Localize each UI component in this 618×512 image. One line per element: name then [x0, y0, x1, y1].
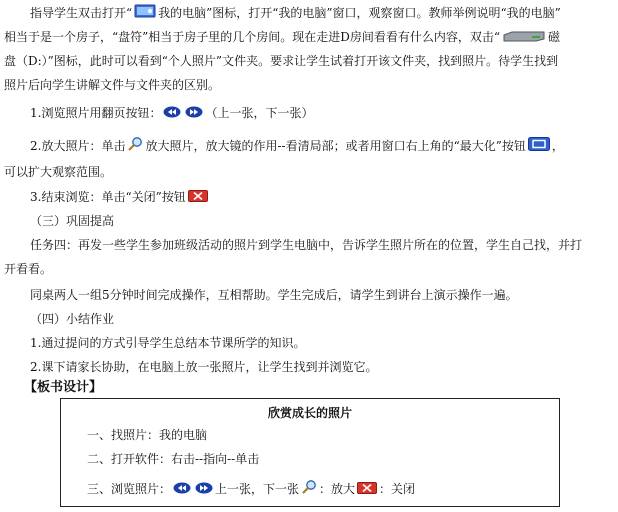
- board-design-box: [60, 398, 560, 507]
- section4-title: [30, 310, 114, 328]
- text: 1.浏览照片用翻页按钮：: [30, 106, 162, 120]
- para1-line1: [30, 4, 561, 23]
- para1-line4: [4, 76, 220, 94]
- para1-line2: [4, 28, 560, 47]
- text: 照片后向学生讲解文件与文件夹的区别。: [4, 78, 221, 92]
- pair-work: [30, 286, 518, 304]
- text: （四）小结作业: [30, 312, 115, 326]
- task-four-line2: [4, 260, 52, 278]
- text: 我的电脑”图标，打开“我的电脑”窗口，观察窗口。教师举例说明“我的电脑”: [158, 6, 561, 20]
- step-1: [30, 104, 313, 123]
- board-title: 欣赏成长的照片: [267, 406, 352, 420]
- magnifier-icon: [127, 136, 143, 157]
- board-row-1: [87, 426, 207, 444]
- next-button-icon: [185, 105, 203, 123]
- text: 任务四：再发一些学生参加班级活动的照片到学生电脑中，告诉学生照片所在的位置，学生自己找，并打: [30, 238, 583, 252]
- text: ，: [551, 139, 564, 153]
- text: ：放大: [319, 482, 356, 496]
- text: 二、打开软件：右击--指向--单击: [87, 452, 260, 466]
- task-four-line1: [30, 236, 582, 254]
- my-computer-icon: [134, 4, 156, 23]
- text: 上一张，下一张: [215, 482, 300, 496]
- text: 三、浏览照片：: [87, 482, 172, 496]
- text: 相当于是一个房子，“盘符”相当于房子里的几个房间。现在走进D房间看看有什么内容，双击“: [4, 30, 501, 44]
- text: 指导学生双击打开“: [30, 6, 133, 20]
- previous-button-icon: [173, 481, 191, 499]
- text: 可以扩大观察范围。: [4, 165, 113, 179]
- section3-title: [30, 212, 114, 230]
- text: 盘（D:）”图标，此时可以看到“个人照片”文件夹。要求让学生试着打开该文件夹，找到照片。待学生找到: [4, 54, 559, 68]
- board-design-heading: 【板书设计】: [24, 380, 103, 395]
- text: 开看看。: [4, 262, 53, 276]
- summary-item-1: [30, 334, 305, 352]
- text: 同桌两人一组5分钟时间完成操作，互相帮助。学生完成后，请学生到讲台上演示操作一遍。: [30, 288, 518, 302]
- next-button-icon: [195, 481, 213, 499]
- text: 1.通过提问的方式引导学生总结本节课所学的知识。: [30, 336, 306, 350]
- text: 2.课下请家长协助，在电脑上放一张照片，让学生找到并浏览它。: [30, 360, 378, 374]
- close-button-icon: [188, 189, 208, 207]
- text: （三）巩固提高: [30, 214, 115, 228]
- board-row-2: [87, 450, 259, 468]
- board-row-3: [87, 479, 415, 500]
- text: 3.结束浏览：单击“关闭”按钮: [30, 190, 186, 204]
- step-2-cont: [4, 163, 112, 181]
- text: （上一张，下一张）: [205, 106, 314, 120]
- para1-line3: [4, 52, 558, 70]
- step-2: [30, 136, 564, 157]
- close-button-icon: [357, 481, 377, 499]
- text: 2.放大照片：单击: [30, 139, 126, 153]
- summary-item-2: [30, 358, 377, 376]
- text: 一、找照片：我的电脑: [87, 428, 208, 442]
- text: 放大照片，放大镜的作用--看清局部；或者用窗口右上角的“最大化”按钮: [145, 139, 526, 153]
- disk-drive-icon: [502, 29, 546, 47]
- magnifier-icon: [301, 479, 317, 500]
- maximize-button-icon: [528, 137, 550, 156]
- text: 磁: [548, 30, 561, 44]
- step-3: [30, 188, 210, 207]
- previous-button-icon: [163, 105, 181, 123]
- text: ：关闭: [379, 482, 416, 496]
